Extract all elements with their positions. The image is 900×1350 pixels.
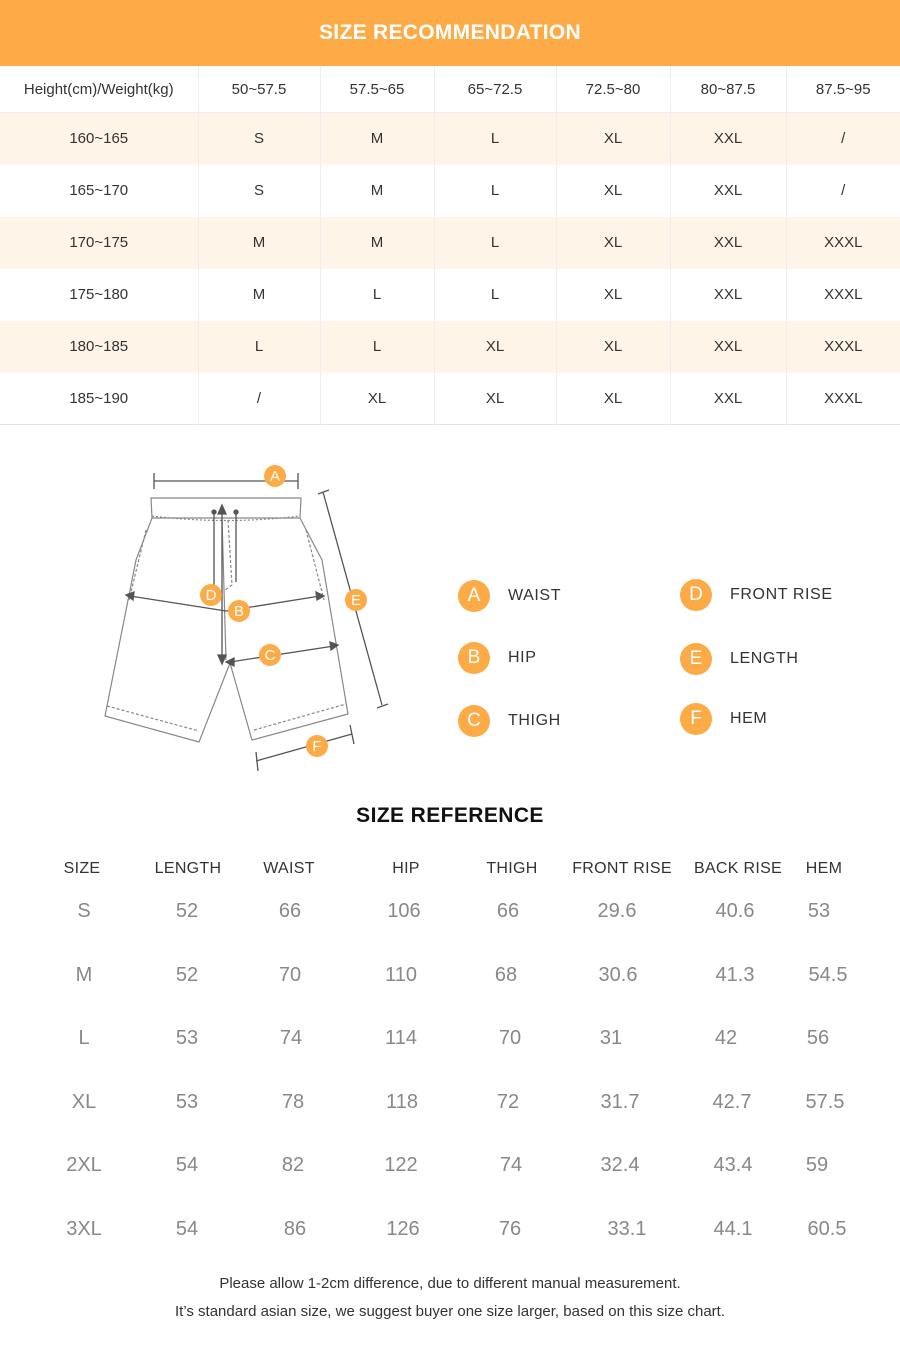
size-cell: L bbox=[434, 165, 556, 217]
banner-title: SIZE RECOMMENDATION bbox=[319, 21, 581, 44]
table-cell: 29.6 bbox=[597, 900, 637, 922]
legend-letter-icon: A bbox=[458, 580, 490, 612]
table-cell: 54 bbox=[175, 1154, 199, 1177]
recommendation-header-row bbox=[0, 66, 900, 113]
table-cell: 30.6 bbox=[598, 963, 638, 986]
marker-b bbox=[228, 600, 250, 622]
table-cell: 41.3 bbox=[715, 963, 755, 986]
legend-label: FRONT RISE bbox=[730, 586, 833, 603]
size-cell: L bbox=[434, 113, 556, 165]
size-cell: XL bbox=[556, 321, 670, 373]
size-cell: XL bbox=[434, 321, 556, 373]
table-cell: 60.5 bbox=[807, 1217, 847, 1240]
size-cell: L bbox=[434, 217, 556, 269]
size-cell: XXL bbox=[670, 321, 786, 373]
table-cell: 2XL bbox=[66, 1154, 102, 1177]
size-cell: XL bbox=[434, 373, 556, 425]
marker-c-label: C bbox=[264, 647, 276, 664]
size-cell: XL bbox=[556, 373, 670, 425]
table-cell: 52 bbox=[175, 963, 199, 986]
reference-header-row bbox=[0, 850, 900, 890]
height-cell: 185~190 bbox=[0, 373, 198, 425]
table-row bbox=[0, 113, 900, 165]
header-cell: HIP bbox=[392, 860, 420, 877]
size-cell: XXXL bbox=[824, 338, 863, 355]
table-cell: 43.4 bbox=[713, 1154, 753, 1177]
size-recommendation-table bbox=[0, 66, 900, 425]
header-cell: BACK RISE bbox=[693, 860, 783, 877]
legend-label: WAIST bbox=[508, 587, 562, 604]
table-row bbox=[0, 373, 900, 425]
table-cell: 32.4 bbox=[600, 1154, 640, 1177]
legend-label: THIGH bbox=[508, 712, 561, 729]
size-cell: M bbox=[320, 165, 434, 217]
size-cell: XXL bbox=[670, 217, 786, 269]
table-cell: 78 bbox=[281, 1090, 305, 1113]
table-cell: 54 bbox=[175, 1217, 199, 1240]
table-row bbox=[0, 321, 900, 373]
table-cell: L bbox=[78, 1027, 90, 1050]
size-cell: S bbox=[198, 165, 320, 217]
size-reference-table bbox=[0, 850, 900, 1240]
marker-a-label: A bbox=[269, 468, 281, 485]
header-cell: 50~57.5 bbox=[198, 66, 320, 113]
size-cell: / bbox=[841, 182, 846, 199]
table-row bbox=[0, 217, 900, 269]
header-cell: WAIST bbox=[263, 860, 315, 877]
table-cell: 57.5 bbox=[805, 1090, 845, 1113]
table-cell: 74 bbox=[499, 1154, 523, 1177]
marker-e bbox=[345, 589, 367, 611]
marker-a bbox=[264, 465, 286, 487]
marker-b-label: B bbox=[233, 603, 245, 620]
size-cell: M bbox=[198, 269, 320, 321]
header-cell: SIZE bbox=[63, 860, 101, 877]
table-cell: 54.5 bbox=[808, 963, 848, 986]
size-recommendation-banner bbox=[0, 0, 900, 66]
table-cell: 68 bbox=[494, 963, 518, 986]
marker-e-label: E bbox=[350, 592, 362, 609]
size-cell: L bbox=[320, 269, 434, 321]
size-cell: XL bbox=[556, 165, 670, 217]
size-cell: XL bbox=[320, 373, 434, 425]
table-cell: 114 bbox=[385, 1027, 417, 1050]
header-cell: Height(cm)/Weight(kg) bbox=[0, 66, 198, 113]
table-cell: 74 bbox=[279, 1027, 303, 1050]
size-cell: XXL bbox=[670, 113, 786, 165]
size-cell: L bbox=[434, 269, 556, 321]
marker-c bbox=[259, 644, 281, 666]
table-cell: 70 bbox=[498, 1027, 522, 1050]
header-cell: 57.5~65 bbox=[320, 66, 434, 113]
table-cell: 44.1 bbox=[713, 1217, 753, 1240]
table-cell: 31 bbox=[599, 1027, 623, 1050]
legend-item-waist bbox=[458, 580, 561, 612]
marker-f bbox=[306, 735, 328, 757]
size-cell: M bbox=[320, 217, 434, 269]
table-cell: 53 bbox=[175, 1027, 199, 1050]
size-cell: XL bbox=[556, 269, 670, 321]
table-row bbox=[0, 269, 900, 321]
legend-item-front-rise bbox=[680, 579, 833, 611]
header-cell: HEM bbox=[805, 860, 843, 877]
table-cell: M bbox=[75, 963, 93, 986]
shorts-measurement-diagram bbox=[95, 455, 405, 780]
marker-d bbox=[200, 584, 222, 606]
size-cell: XXL bbox=[670, 373, 786, 425]
table-cell: 118 bbox=[386, 1090, 418, 1113]
table-cell: 31.7 bbox=[600, 1090, 640, 1113]
height-cell: 165~170 bbox=[0, 165, 198, 217]
size-cell: XXL bbox=[670, 165, 786, 217]
height-cell: 180~185 bbox=[0, 321, 198, 373]
table-cell: 56 bbox=[806, 1027, 830, 1050]
table-cell: 106 bbox=[387, 900, 421, 922]
legend-label: HIP bbox=[508, 649, 537, 666]
table-cell: S bbox=[77, 900, 91, 922]
size-cell: XXL bbox=[670, 269, 786, 321]
legend-letter-icon: E bbox=[680, 643, 712, 675]
table-cell: 86 bbox=[283, 1217, 307, 1240]
legend-letter-icon: C bbox=[458, 705, 490, 737]
table-row bbox=[0, 165, 900, 217]
height-cell: 160~165 bbox=[0, 113, 198, 165]
table-cell: 110 bbox=[385, 963, 417, 986]
table-row bbox=[0, 1091, 900, 1155]
table-cell: 42.7 bbox=[712, 1090, 752, 1113]
table-cell: 59 bbox=[805, 1154, 829, 1177]
table-cell: 66 bbox=[278, 900, 302, 922]
height-cell: 170~175 bbox=[0, 217, 198, 269]
height-cell: 175~180 bbox=[0, 269, 198, 321]
table-cell: 70 bbox=[278, 963, 302, 986]
size-advice-note: It’s standard asian size, we suggest buyer one size larger, based on this size chart. bbox=[174, 1303, 726, 1320]
legend-item-hem bbox=[680, 703, 767, 735]
header-cell: 80~87.5 bbox=[670, 66, 786, 113]
table-cell: 3XL bbox=[66, 1217, 102, 1240]
table-cell: 66 bbox=[496, 900, 520, 922]
table-cell: 126 bbox=[386, 1217, 420, 1240]
size-cell: / bbox=[198, 373, 320, 425]
header-cell: 72.5~80 bbox=[556, 66, 670, 113]
waistband-outline bbox=[151, 498, 301, 518]
table-cell: XL bbox=[71, 1090, 97, 1113]
size-cell: L bbox=[198, 321, 320, 373]
size-cell: XXXL bbox=[824, 234, 863, 251]
table-cell: 40.6 bbox=[715, 900, 755, 922]
size-cell: M bbox=[320, 113, 434, 165]
table-row bbox=[0, 1027, 900, 1091]
table-row bbox=[0, 900, 900, 964]
table-row bbox=[0, 1218, 900, 1282]
table-cell: 53 bbox=[807, 900, 831, 922]
table-cell: 42 bbox=[714, 1027, 738, 1050]
table-cell: 72 bbox=[496, 1090, 520, 1113]
size-cell: XXXL bbox=[824, 286, 863, 303]
legend-item-thigh bbox=[458, 705, 561, 737]
legend-label: HEM bbox=[730, 710, 768, 727]
header-cell: FRONT RISE bbox=[572, 860, 672, 877]
table-cell: 33.1 bbox=[607, 1217, 647, 1240]
table-cell: 53 bbox=[175, 1090, 199, 1113]
table-cell: 82 bbox=[281, 1154, 305, 1177]
size-cell: XL bbox=[556, 113, 670, 165]
table-row bbox=[0, 1154, 900, 1218]
legend-item-hip bbox=[458, 642, 536, 674]
marker-f-label: F bbox=[312, 738, 322, 755]
legend-item-length bbox=[680, 643, 799, 675]
legend-letter-icon: B bbox=[458, 642, 490, 674]
legend-label: LENGTH bbox=[730, 650, 799, 667]
header-cell: LENGTH bbox=[154, 860, 222, 877]
size-cell: M bbox=[198, 217, 320, 269]
size-cell: XL bbox=[556, 217, 670, 269]
header-cell: THIGH bbox=[486, 860, 538, 877]
legend-letter-icon: F bbox=[680, 703, 712, 735]
table-cell: 52 bbox=[175, 900, 199, 922]
table-row bbox=[0, 964, 900, 1028]
size-cell: XXXL bbox=[824, 389, 863, 407]
size-cell: / bbox=[841, 130, 846, 148]
size-cell: S bbox=[198, 113, 320, 165]
marker-d-label: D bbox=[205, 587, 217, 604]
size-reference-title: SIZE REFERENCE bbox=[356, 804, 544, 827]
measurement-note: Please allow 1-2cm difference, due to different manual measurement. bbox=[219, 1275, 681, 1292]
table-cell: 122 bbox=[384, 1154, 418, 1177]
table-cell: 76 bbox=[498, 1217, 522, 1240]
size-cell: L bbox=[320, 321, 434, 373]
header-cell: 87.5~95 bbox=[786, 66, 900, 113]
header-cell: 65~72.5 bbox=[434, 66, 556, 113]
legend-letter-icon: D bbox=[680, 579, 712, 611]
